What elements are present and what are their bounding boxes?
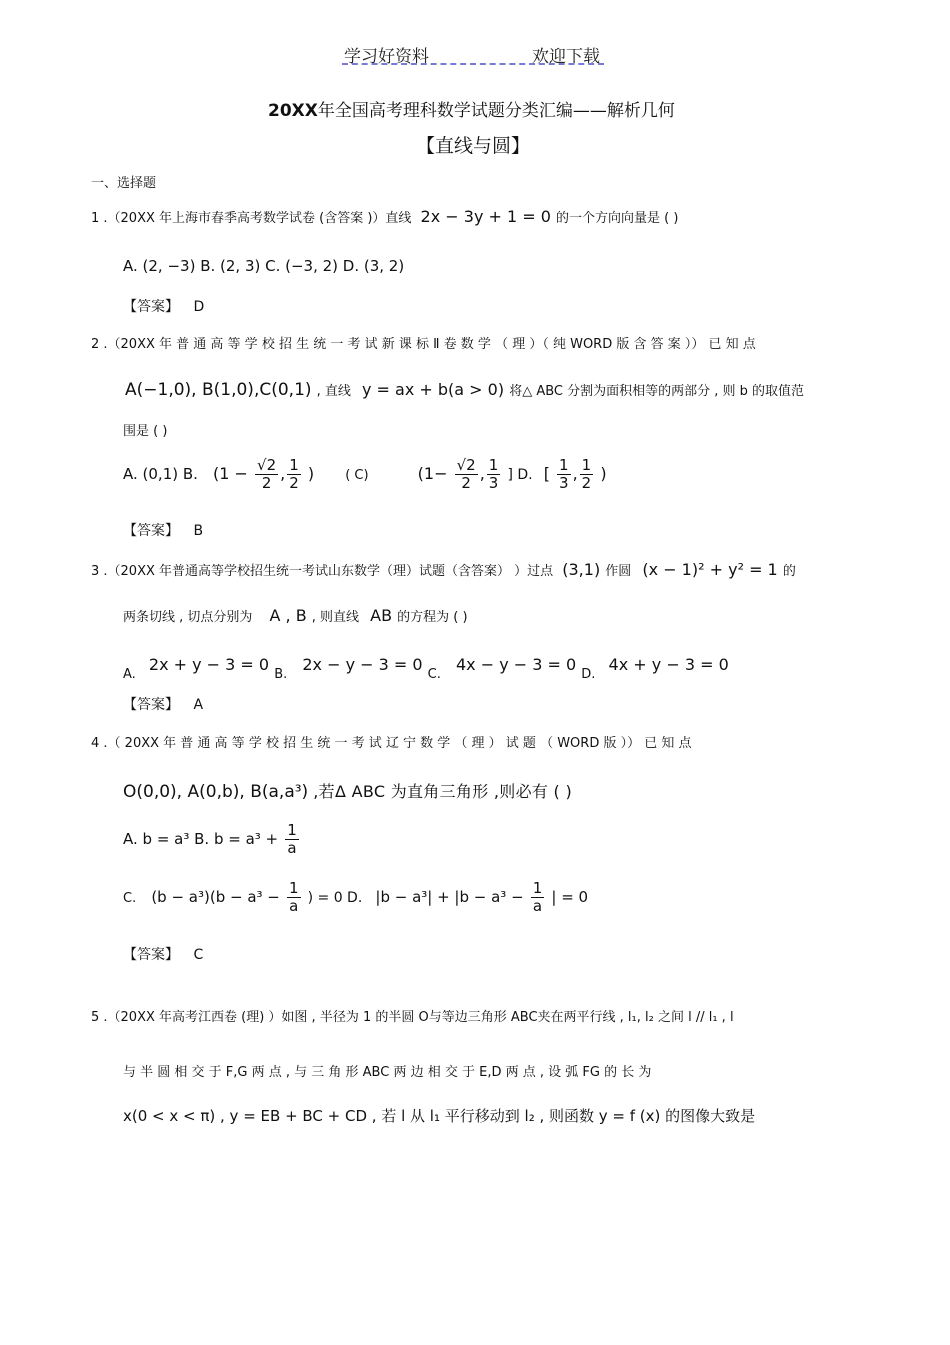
header-right: 欢迎下载 <box>532 47 600 67</box>
q2-stem2: 围是 ( ) <box>123 424 168 439</box>
q2-option-c-frac2: $\frac{1}{3}$ <box>488 456 499 492</box>
q1-options: A. (2, −3) B. (2, 3) C. (−3, 2) D. (3, 2) <box>123 257 405 275</box>
q2-line-text: , 直线 <box>316 384 351 399</box>
q3-mid: 作圆 <box>605 564 632 579</box>
question-3 <box>91 560 796 579</box>
q2-line-eq: y = ax + b(a > 0) <box>361 380 505 399</box>
q2-line-tail: 将△ ABC 分割为面积相等的两部分 , 则 b 的取值范 <box>509 384 805 399</box>
q2-stem: 2 .（20XX 年 普 通 高 等 学 校 招 生 统 一 考 试 新 课 标 Ⅱ 卷 数 学 （ 理 ）（ 纯 WORD 版 含 答 案 ）） 已 知 点 <box>91 337 756 352</box>
q4-stem: 4 .（ 20XX 年 普 通 高 等 学 校 招 生 统 一 考 试 辽 宁 数 学 （ 理 ） 试 题 （ WORD 版 ）） 已 知 点 <box>91 736 692 751</box>
q4-opt-c-pre: (b − a³)(b − a³ − <box>151 888 280 906</box>
q2-option-a: A. (0,1) B. <box>123 465 198 483</box>
q1-tail: 的一个方向向量是 ( ) <box>556 211 679 226</box>
q4-opt-c-post: ) = 0 D. <box>307 890 363 906</box>
page-subtitle: 【直线与圆】 <box>416 135 531 157</box>
q3-opt-a: 2x + y − 3 = 0 <box>148 655 270 674</box>
q3-answer-value: A <box>193 697 204 713</box>
q2-option-d-frac1: $\frac{1}{3}$ <box>559 456 569 492</box>
q2-answer-value: B <box>193 523 204 539</box>
q1-equation: 2x − 3y + 1 = 0 <box>420 207 551 226</box>
q4-line2 <box>123 779 572 802</box>
q2-answer-label: 【答案】 <box>123 523 179 539</box>
q3-ab: A , B <box>269 606 307 625</box>
q2-option-c-label: ( C) <box>345 468 369 483</box>
q3-answer <box>123 694 203 714</box>
q2-option-c-post: ] D. <box>507 467 533 483</box>
q3-options <box>123 655 729 682</box>
q3-opt-d-label: D. <box>581 667 596 682</box>
question-1 <box>91 207 678 226</box>
q2-option-b-pre: (1 − <box>213 464 248 483</box>
q2-points: A(−1,0), B(1,0),C(0,1) <box>125 380 312 400</box>
q3-opt-a-label: A. <box>123 667 136 682</box>
q4-options-ab <box>123 822 301 857</box>
q4-options-cd <box>123 880 588 915</box>
q3-stem: 3 .（20XX 年普通高等学校招生统一考试山东数学（理）试题（含答案） ）过点 <box>91 564 554 579</box>
q3-opt-c: 4x − y − 3 = 0 <box>455 655 577 674</box>
header-left: 学习好资料 <box>344 47 429 67</box>
q2-line2 <box>125 380 804 400</box>
q4-opt-d-pre: |b − a³| + |b − a³ − <box>375 888 524 906</box>
q3-opt-b-label: B. <box>274 667 288 682</box>
q5-line1: 5 .（20XX 年高考江西卷 (理) ）如图 , 半径为 1 的半圆 O与等边三角形 ABC夹在两平行线 , l₁, l₂ 之间 l // l₁ , l <box>91 1010 734 1025</box>
q4-points: O(0,0), A(0,b), B(a,a³) <box>123 782 309 802</box>
q2-option-d-frac2: $\frac{1}{2}$ <box>581 456 592 492</box>
q4-answer-value: C <box>193 947 204 963</box>
q3-answer-label: 【答案】 <box>123 697 179 713</box>
q5-line2: 与 半 圆 相 交 于 F,G 两 点 , 与 三 角 形 ABC 两 边 相 交 于 E,D 两 点 , 设 弧 FG 的 长 为 <box>123 1065 652 1080</box>
title-year: 20XX <box>268 101 318 121</box>
q4-opt-d-post: | = 0 <box>551 888 589 906</box>
q4-option-b-frac: $\frac{1}{a}$ <box>287 821 297 857</box>
q3-opt-d: 4x + y − 3 = 0 <box>608 655 729 674</box>
q1-answer-label: 【答案】 <box>123 299 179 315</box>
page-title <box>268 96 675 121</box>
q2-option-c-pre: (1− <box>417 464 448 483</box>
q3-tail: 的 <box>782 564 796 579</box>
q4-opt-c-label: C. <box>123 891 137 906</box>
q2-option-b-frac1: $\frac{√2}{2}$ <box>257 456 277 492</box>
q3-line2 <box>123 606 468 625</box>
q2-option-d-pre: [ <box>543 464 550 483</box>
q2-option-b-frac2: $\frac{1}{2}$ <box>289 456 299 492</box>
title-text: 年全国高考理科数学试题分类汇编——解析几何 <box>317 101 675 121</box>
q1-answer <box>123 296 204 316</box>
q4-answer <box>123 944 203 964</box>
q2-option-b-post: ) <box>307 464 315 483</box>
q2-options: A. (0,1) B. (1 − $\frac{√2}{2}$ , $\frac{1}{2}$ ) ( C) (1− $\frac{√2}{2}$ , $\frac{1}{3}$ ] D. [ $\frac{1}{3}$ , $\frac{1}{2}$ ) <box>123 456 607 492</box>
q4-answer-label: 【答案】 <box>123 947 179 963</box>
q1-stem: 1 .（20XX 年上海市春季高考数学试卷 (含答案 )）直线 <box>91 211 412 226</box>
q3-point: (3,1) <box>562 560 601 579</box>
section-heading: 一、选择题 <box>91 176 157 191</box>
q4-opt-d-frac: $\frac{1}{a}$ <box>532 879 543 915</box>
q2-option-d-post: ) <box>600 464 607 483</box>
q3-circle: (x − 1)² + y² = 1 <box>642 560 778 579</box>
q3-stem2: 两条切线 , 切点分别为 <box>123 610 253 625</box>
header-divider <box>342 63 604 65</box>
q3-stem2b: , 则直线 <box>311 610 360 625</box>
q4-tail: ,若Δ ABC 为直角三角形 ,则必有 ( ) <box>313 782 573 801</box>
q4-option-ab: A. b = a³ B. b = a³ + <box>123 830 279 848</box>
q4-opt-c-frac: $\frac{1}{a}$ <box>288 879 299 915</box>
q2-answer <box>123 520 203 540</box>
q3-opt-c-label: C. <box>427 667 441 682</box>
q3-stem2c: 的方程为 ( ) <box>397 610 468 625</box>
q2-option-c-frac1: $\frac{√2}{2}$ <box>456 456 476 492</box>
q5-line3: x(0 < x < π) , y = EB + BC + CD , 若 l 从 l₁ 平行移动到 l₂ , 则函数 y = f (x) 的图像大致是 <box>123 1107 756 1125</box>
q3-ab2: AB <box>370 606 393 625</box>
q3-opt-b: 2x − y − 3 = 0 <box>302 655 423 674</box>
q1-answer-value: D <box>193 299 205 315</box>
